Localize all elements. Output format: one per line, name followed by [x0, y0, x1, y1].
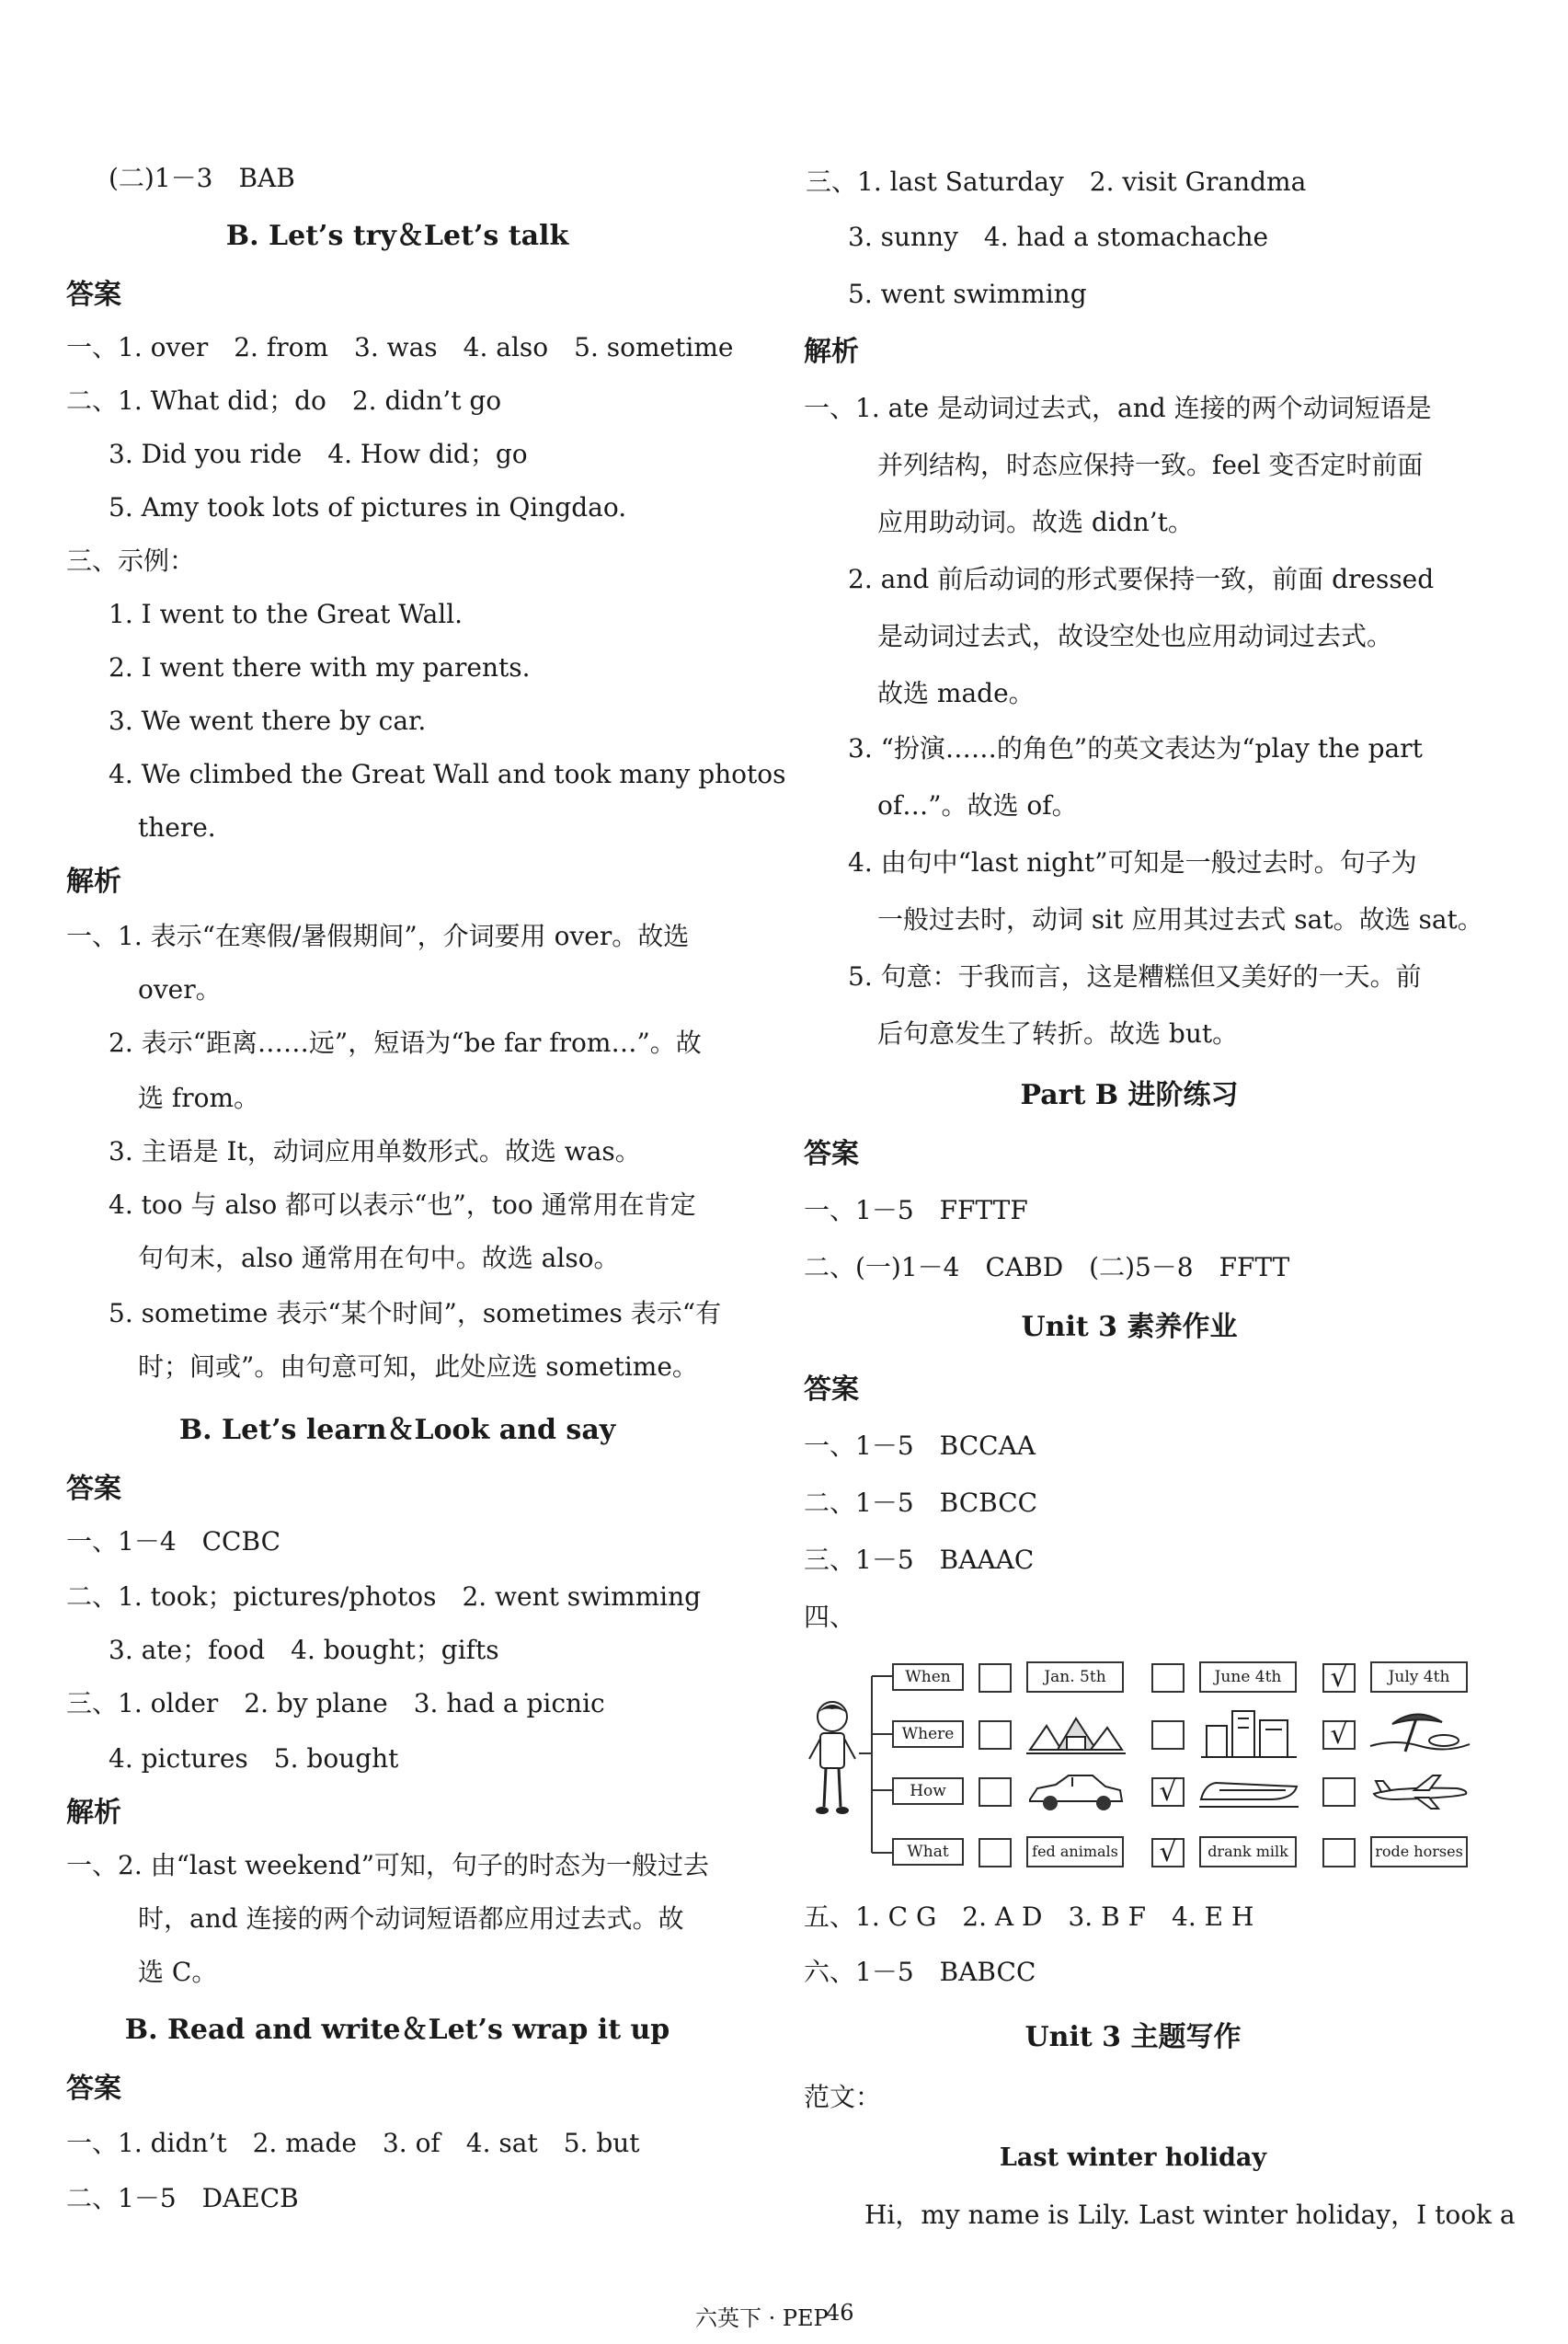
answer-line: 三、1. older 2. by plane 3. had a picnic: [66, 1688, 605, 1718]
section-heading-learn-look: B. Let’s learn＆Look and say: [178, 1414, 616, 1446]
answer-line: 五、1. C G 2. A D 3. B F 4. E H: [804, 1902, 1254, 1932]
answer-label: 答案: [804, 1138, 859, 1170]
answer-line: 一、1－5 BCCAA: [804, 1431, 1036, 1461]
analysis-line: 选 C。: [138, 1957, 218, 1987]
analysis-line: 一般过去时，动词 sit 应用其过去式 sat。故选 sat。: [877, 904, 1483, 935]
answer-label: 答案: [66, 1473, 121, 1505]
answer-line: 1. I went to the Great Wall.: [109, 599, 464, 629]
answer-line: 一、1. over 2. from 3. was 4. also 5. sometime: [66, 332, 734, 362]
analysis-line: 并列结构，时态应保持一致。feel 变否定时前面: [877, 450, 1424, 480]
section-heading-read-write: B. Read and write＆Let’s wrap it up: [124, 2014, 670, 2046]
checkbox: [979, 1720, 1012, 1750]
answer-line: 5. went swimming: [848, 279, 1087, 309]
answer-line: 三、1－5 BAAAC: [804, 1545, 1035, 1575]
analysis-line: 时；间或”。由句意可知，此处应选 sometime。: [138, 1351, 698, 1382]
analysis-line: 后句意发生了转折。故选 but。: [877, 1018, 1239, 1049]
analysis-line: 2. and 前后动词的形式要保持一致，前面 dressed: [848, 564, 1435, 594]
answer-line: 六、1－5 BABCC: [804, 1957, 1036, 1987]
airplane-icon: [1368, 1772, 1471, 1812]
answer-label: 答案: [804, 1373, 859, 1406]
car-icon: [1024, 1770, 1127, 1814]
checkbox-checked: √: [1151, 1838, 1185, 1867]
answer-line: 4. pictures 5. bought: [109, 1743, 399, 1774]
analysis-line: 一、1. 表示“在寒假/暑假期间”，介词要用 over。故选: [66, 921, 690, 951]
analysis-label: 解析: [66, 866, 121, 898]
analysis-line: 选 from。: [138, 1083, 260, 1113]
analysis-line: 5. 句意：于我而言，这是糟糕但又美好的一天。前: [848, 961, 1422, 992]
analysis-line: 一、2. 由“last weekend”可知，句子的时态为一般过去: [66, 1850, 710, 1880]
what-value: drank milk: [1199, 1836, 1297, 1867]
analysis-line: 故选 made。: [877, 678, 1035, 708]
analysis-line: 是动词过去式，故设空处也应用动词过去式。: [877, 621, 1393, 651]
answer-line: 4. We climbed the Great Wall and took many photos: [109, 759, 786, 789]
what-value: fed animals: [1026, 1836, 1124, 1867]
analysis-line: 3. “扮演……的角色”的英文表达为“play the part: [848, 733, 1423, 764]
answer-line: 一、1－4 CCBC: [66, 1526, 280, 1557]
answer-line: 四、: [804, 1602, 856, 1632]
essay-title: Last winter holiday: [999, 2143, 1267, 2172]
when-value: Jan. 5th: [1026, 1661, 1124, 1693]
row-label-where: Where: [892, 1720, 964, 1748]
row-label-what: What: [892, 1838, 964, 1866]
row-label-how: How: [892, 1777, 964, 1805]
analysis-line: 时，and 连接的两个动词短语都应用过去式。故: [138, 1903, 684, 1934]
analysis-line: 3. 主语是 It，动词应用单数形式。故选 was。: [109, 1136, 641, 1166]
analysis-line: 4. too 与 also 都可以表示“也”，too 通常用在肯定: [109, 1189, 696, 1220]
answer-label: 答案: [66, 2073, 121, 2105]
analysis-line: over。: [138, 974, 222, 1005]
answer-line: 二、(一)1－4 CABD (二)5－8 FFTT: [804, 1252, 1290, 1282]
essay-line: Hi，my name is Lily. Last winter holiday，I took a: [864, 2200, 1516, 2230]
analysis-line: 5. sometime 表示“某个时间”，sometimes 表示“有: [109, 1298, 722, 1328]
section-heading-part-b: Part B 进阶练习: [1020, 1079, 1239, 1111]
answer-line: 一、1. didn’t 2. made 3. of 4. sat 5. but: [66, 2128, 640, 2158]
footer-book: 六英下 · PEP: [695, 2305, 829, 2331]
answer-line: 二、1－5 BCBCC: [804, 1488, 1038, 1518]
checkbox: [1322, 1777, 1356, 1807]
answer-line: 3. sunny 4. had a stomachache: [848, 222, 1269, 252]
answer-line: 二、1. took；pictures/photos 2. went swimming: [66, 1581, 702, 1612]
checkbox-checked: √: [1322, 1720, 1356, 1750]
answer-line: there.: [138, 812, 216, 843]
answer-line: 5. Amy took lots of pictures in Qingdao.: [109, 492, 627, 523]
left-line-1: (二)1－3 BAB: [109, 163, 295, 193]
analysis-line: of…”。故选 of。: [877, 790, 1078, 821]
answer-line: 二、1. What did；do 2. didn’t go: [66, 385, 502, 416]
city-buildings-icon: [1197, 1706, 1300, 1761]
analysis-line: 4. 由句中“last night”可知是一般过去时。句子为: [848, 847, 1417, 878]
when-value: June 4th: [1199, 1661, 1297, 1693]
answer-line: 3. We went there by car.: [109, 706, 427, 736]
answer-line: 二、1－5 DAECB: [66, 2183, 299, 2213]
section-heading-try-talk: B. Let’s try＆Let’s talk: [225, 220, 569, 252]
answer-line: 一、1－5 FFTTF: [804, 1195, 1028, 1225]
sample-label: 范文：: [804, 2082, 882, 2112]
answer-line: 3. ate；food 4. bought；gifts: [109, 1635, 499, 1665]
checkbox: [1322, 1838, 1356, 1867]
analysis-label: 解析: [804, 336, 859, 368]
checkbox: [1151, 1720, 1185, 1750]
checkbox-checked: √: [1322, 1663, 1356, 1693]
analysis-label: 解析: [66, 1797, 121, 1829]
boy-illustration: [806, 1698, 859, 1820]
checkbox: [979, 1663, 1012, 1693]
answer-line: 2. I went there with my parents.: [109, 652, 531, 683]
what-value: rode horses: [1370, 1836, 1468, 1867]
snow-village-icon: [1024, 1709, 1127, 1761]
beach-icon: [1368, 1706, 1471, 1761]
analysis-line: 一、1. ate 是动词过去式，and 连接的两个动词短语是: [804, 393, 1432, 423]
when-value: July 4th: [1370, 1661, 1468, 1693]
bracket-lines: [855, 1672, 894, 1866]
section-heading-unit3-writing: Unit 3 主题写作: [1024, 2021, 1242, 2053]
analysis-line: 2. 表示“距离……远”，短语为“be far from…”。故: [109, 1028, 702, 1058]
answer-line: 3. Did you ride 4. How did；go: [109, 439, 528, 469]
checkbox: [979, 1777, 1012, 1807]
section-heading-unit3-homework: Unit 3 素养作业: [1021, 1311, 1238, 1343]
answer-label: 答案: [66, 279, 121, 311]
answer-line: 三、1. last Saturday 2. visit Grandma: [806, 167, 1307, 197]
checkbox-checked: √: [1151, 1777, 1185, 1807]
train-icon: [1197, 1772, 1300, 1812]
answer-line: 三、示例：: [66, 546, 196, 576]
analysis-line: 句句末，also 通常用在句中。故选 also。: [138, 1243, 620, 1273]
footer-page-number: 46: [826, 2300, 854, 2326]
checkbox: [1151, 1663, 1185, 1693]
analysis-line: 应用助动词。故选 didn’t。: [877, 507, 1194, 537]
row-label-when: When: [892, 1663, 964, 1691]
checkbox: [979, 1838, 1012, 1867]
